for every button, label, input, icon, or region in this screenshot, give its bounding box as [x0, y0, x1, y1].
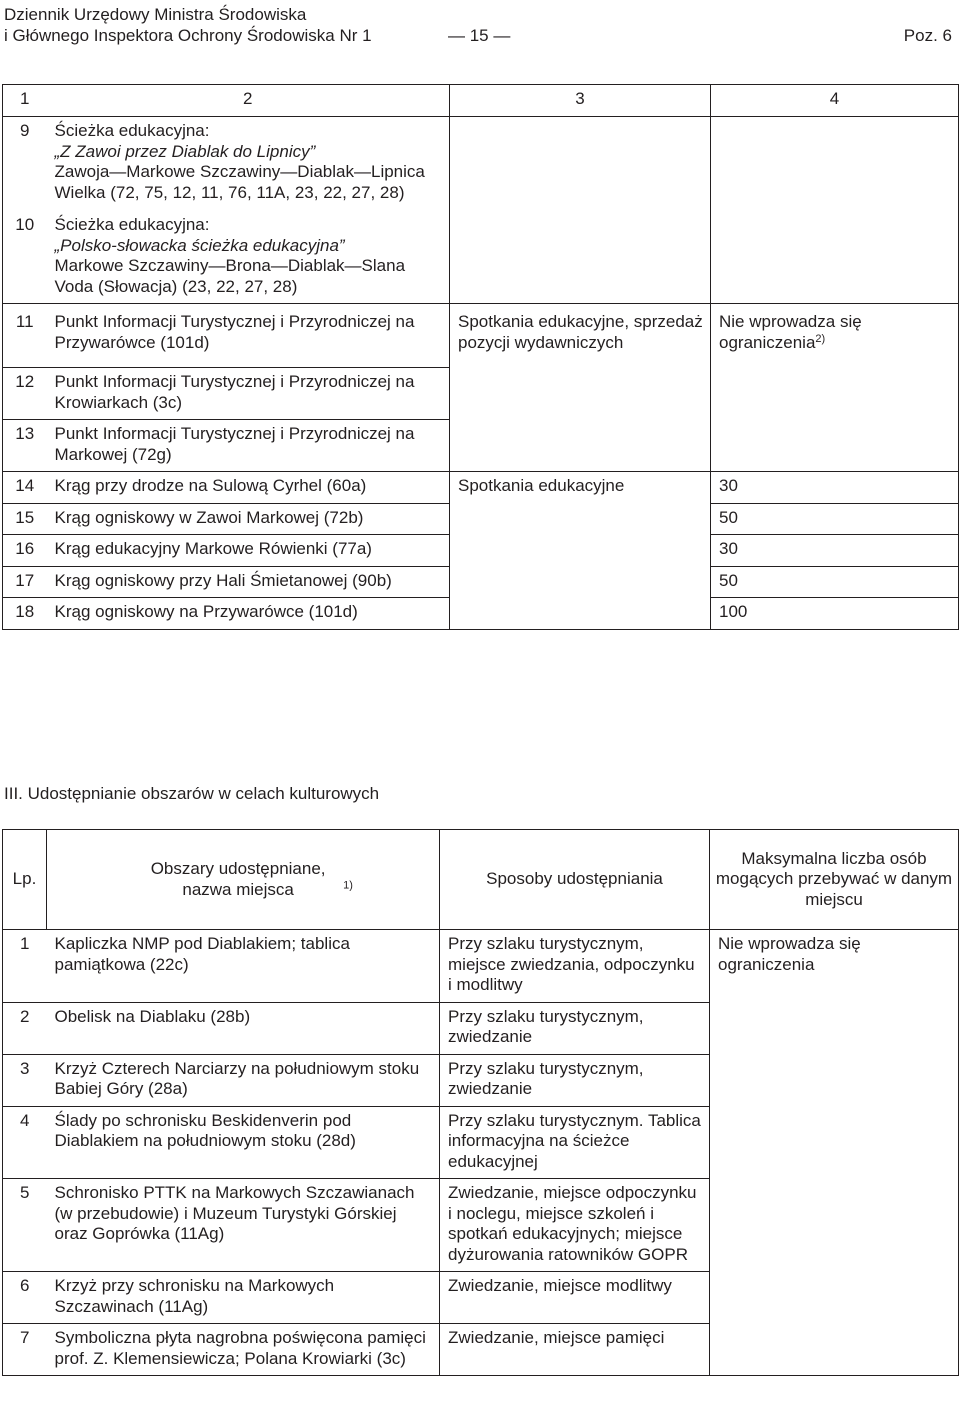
row-lp: 3: [3, 1054, 47, 1106]
header-max: Maksymalna liczba osób mogących przebywać w danym miejscu: [710, 830, 959, 930]
col-number-1: 1: [3, 85, 47, 117]
route-description: Zawoja—Markowe Szczawiny—Diablak—Lipnica Wielka (72, 75, 12, 11, 76, 11A, 23, 22, 27, 28): [54, 162, 425, 202]
row-lp: 13: [3, 420, 47, 472]
header-use: Sposoby udostępniania: [440, 830, 710, 930]
row-use: Przy szlaku turystycznym, miejsce zwiedzania, odpoczynku i modlitwy: [440, 930, 710, 1003]
row-use: Przy szlaku turystycznym, zwiedzanie: [440, 1054, 710, 1106]
row-name: Punkt Informacji Turystycznej i Przyrodniczej na Markowej (72g): [47, 420, 450, 472]
row-lp: 11: [3, 304, 47, 368]
document-header: [4, 4, 306, 25]
row-name: Punkt Informacji Turystycznej i Przyrodniczej na Przywarówce (101d): [47, 304, 450, 368]
row-name: [47, 209, 450, 304]
cultural-areas-table: [2, 829, 959, 1376]
header-name: [47, 830, 440, 930]
row-max: Nie wprowadza się ograniczenia: [710, 930, 959, 1376]
route-title: Ścieżka edukacyjna:: [54, 215, 210, 234]
row-lp: 15: [3, 503, 47, 535]
max-value: Nie wprowadza się ograniczenia: [719, 312, 862, 352]
row-lp: 7: [3, 1324, 47, 1376]
row-name: Krzyż Czterech Narciarzy na południowym stoku Babiej Góry (28a): [47, 1054, 440, 1106]
column-number-row: [3, 85, 959, 117]
row-use: Zwiedzanie, miejsce pamięci: [440, 1324, 710, 1376]
row-name: Krąg ogniskowy na Przywarówce (101d): [47, 598, 450, 630]
row-lp: 6: [3, 1272, 47, 1324]
row-name: Krąg przy drodze na Sulową Cyrhel (60a): [47, 472, 450, 504]
row-max: 100: [711, 598, 959, 630]
page-number: — 15 —: [448, 26, 511, 45]
col-number-2: 2: [47, 85, 450, 117]
header-name-text: Obszary udostępniane, nazwa miejsca: [150, 859, 326, 899]
row-name: Ślady po schronisku Beskidenverin pod Diablakiem na południowym stoku (28d): [47, 1106, 440, 1179]
row-max: 50: [711, 503, 959, 535]
footnote-ref: 2): [815, 332, 826, 345]
row-max: 30: [711, 535, 959, 567]
row-lp: 16: [3, 535, 47, 567]
row-max: 50: [711, 566, 959, 598]
section-title: III. Udostępnianie obszarów w celach kulturowych: [4, 784, 380, 803]
row-use: Zwiedzanie, miejsce modlitwy: [440, 1272, 710, 1324]
row-max: [711, 304, 959, 472]
row-lp: 9: [3, 117, 47, 210]
row-use: Spotkania edukacyjne: [450, 472, 711, 630]
header-lp: Lp.: [3, 830, 47, 930]
row-name: Kapliczka NMP pod Diablakiem; tablica pamiątkowa (22c): [47, 930, 440, 1003]
row-lp: 1: [3, 930, 47, 1003]
row-name: Punkt Informacji Turystycznej i Przyrodniczej na Krowiarkach (3c): [47, 368, 450, 420]
row-max: 30: [711, 472, 959, 504]
row-use: Przy szlaku turystycznym, zwiedzanie: [440, 1002, 710, 1054]
continuation-table: [2, 84, 959, 630]
row-name: [47, 117, 450, 210]
route-name: „Polsko-słowacka ścieżka edukacyjna”: [54, 235, 345, 255]
route-title: Ścieżka edukacyjna:: [54, 121, 210, 140]
row-use: Przy szlaku turystycznym. Tablica informacyjna na ścieżce edukacyjnej: [440, 1106, 710, 1179]
journal-subtitle: i Głównego Inspektora Ochrony Środowiska Nr 1: [4, 26, 372, 45]
row-lp: 17: [3, 566, 47, 598]
table-row: [3, 117, 959, 210]
col-number-3: 3: [450, 85, 711, 117]
row-name: Symboliczna płyta nagrobna poświęcona pamięci prof. Z. Klemensiewicza; Polana Krowiarki (3c): [47, 1324, 440, 1376]
row-name: Schronisko PTTK na Markowych Szczawianach (w przebudowie) i Muzeum Turystyki Górskiej oraz Goprówka (11Ag): [47, 1179, 440, 1272]
col-number-4: 4: [711, 85, 959, 117]
row-lp: 4: [3, 1106, 47, 1179]
row-name: Krąg ogniskowy przy Hali Śmietanowej (90b): [47, 566, 450, 598]
table-row: [3, 472, 959, 504]
row-use-empty: [450, 117, 711, 304]
table-row: [3, 930, 959, 1003]
row-max-empty: [711, 117, 959, 304]
row-lp: 14: [3, 472, 47, 504]
row-lp: 10: [3, 209, 47, 304]
row-name: Obelisk na Diablaku (28b): [47, 1002, 440, 1054]
table-header-row: [3, 830, 959, 930]
row-use: Zwiedzanie, miejsce odpoczynku i noclegu, miejsce szkoleń i spotkań edukacyjnych; miejsce dyżurowania ratowników GOPR: [440, 1179, 710, 1272]
row-lp: 12: [3, 368, 47, 420]
row-name: Krzyż przy schronisku na Markowych Szczawinach (11Ag): [47, 1272, 440, 1324]
row-name: Krąg edukacyjny Markowe Rówienki (77a): [47, 535, 450, 567]
journal-title: Dziennik Urzędowy Ministra Środowiska: [4, 5, 307, 24]
row-use: Spotkania edukacyjne, sprzedaż pozycji wydawniczych: [450, 304, 711, 472]
position-number: Poz. 6: [903, 26, 952, 45]
row-lp: 5: [3, 1179, 47, 1272]
row-lp: 18: [3, 598, 47, 630]
footnote-ref: 1): [343, 879, 353, 892]
route-name: „Z Zawoi przez Diablak do Lipnicy”: [54, 141, 316, 161]
row-lp: 2: [3, 1002, 47, 1054]
table-row: [3, 304, 959, 368]
row-name: Krąg ogniskowy w Zawoi Markowej (72b): [47, 503, 450, 535]
route-description: Markowe Szczawiny—Brona—Diablak—Slana Voda (Słowacja) (23, 22, 27, 28): [54, 256, 406, 296]
